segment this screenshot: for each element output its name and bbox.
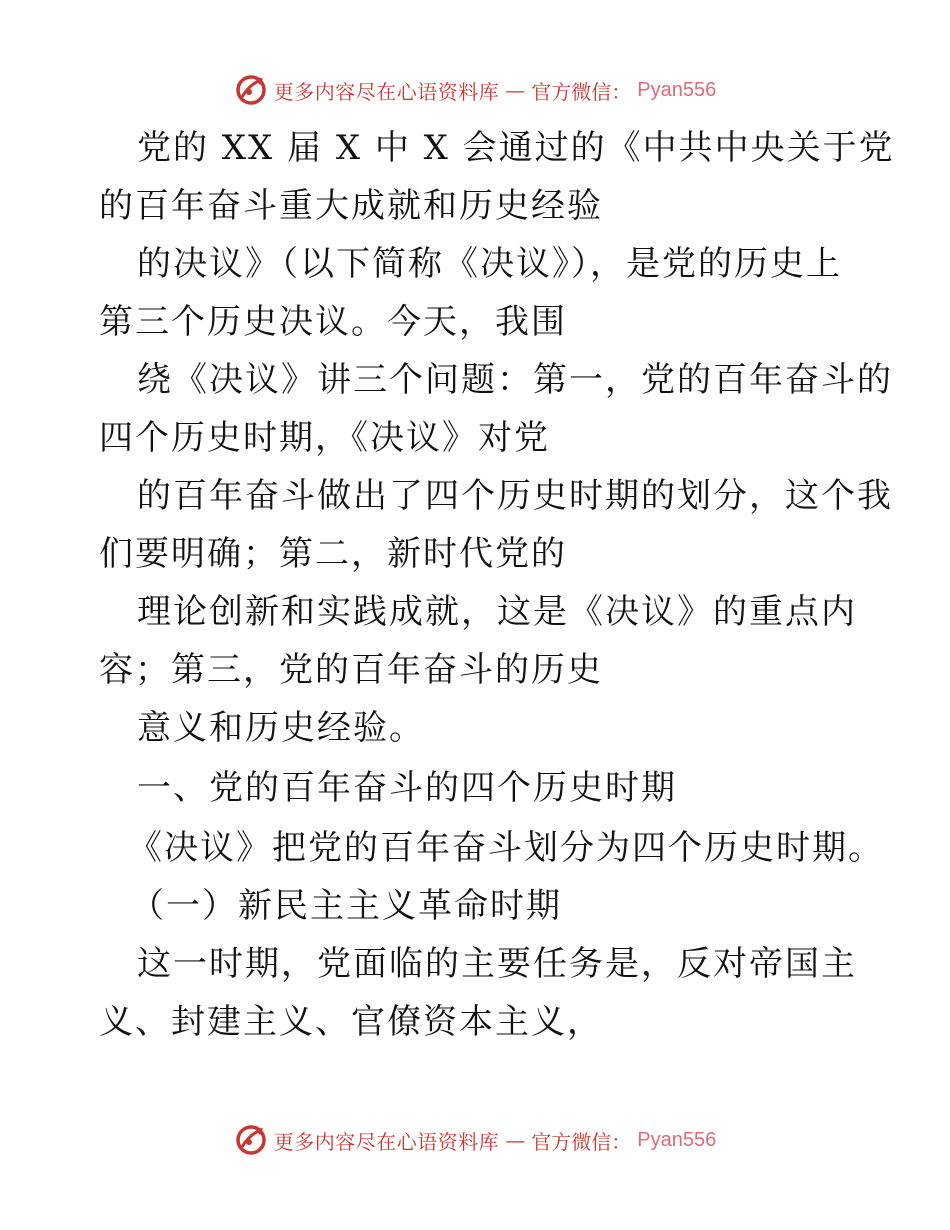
header-banner (0, 72, 950, 108)
banner-separator: — (505, 78, 526, 102)
banner-wechat-id: Pyan556 (637, 78, 717, 101)
paragraph-line: 理论创新和实践成就，这是《决议》的重点内 (137, 592, 857, 632)
section-heading: 一、党的百年奋斗的四个历史时期 (137, 768, 677, 808)
paragraph-line: 第三个历史决议。今天，我围 (99, 302, 567, 342)
paragraph-line: 们要明确；第二，新时代党的 (99, 534, 567, 574)
paragraph-line: 意义和历史经验。 (137, 708, 425, 748)
banner-text: 更多内容尽在心语资料库 (273, 79, 500, 104)
paragraph-line: 绕《决议》讲三个问题：第一，党的百年奋斗的 (137, 360, 893, 400)
banner-text: 更多内容尽在心语资料库 (273, 1129, 500, 1154)
paragraph-line: 的百年奋斗重大成就和历史经验 (99, 186, 603, 226)
paragraph-line: 的决议》（以下简称《决议》），是党的历史上 (137, 244, 842, 284)
paragraph-line: 《决议》把党的百年奋斗划分为四个历史时期。 (128, 828, 884, 868)
brand-logo-icon (234, 1123, 268, 1157)
paragraph-line: 的百年奋斗做出了四个历史时期的划分，这个我 (137, 476, 893, 516)
paragraph-line: 党的 XX 届 X 中 X 会通过的《中共中央关于党 (137, 128, 895, 168)
paragraph-line: 义、封建主义、官僚资本主义， (99, 1002, 603, 1042)
footer-banner (0, 1122, 950, 1158)
subsection-heading: （一）新民主主义革命时期 (130, 886, 562, 926)
banner-wechat-label: 官方微信： (531, 79, 632, 104)
banner-wechat-id: Pyan556 (637, 1128, 717, 1151)
paragraph-line: 四个历史时期，《决议》对党 (99, 418, 550, 458)
banner-separator: — (505, 1128, 526, 1152)
banner-wechat-label: 官方微信： (531, 1129, 632, 1154)
brand-logo-icon (234, 73, 268, 107)
paragraph-line: 这一时期，党面临的主要任务是，反对帝国主 (137, 944, 857, 984)
paragraph-line: 容；第三，党的百年奋斗的历史 (99, 650, 603, 690)
